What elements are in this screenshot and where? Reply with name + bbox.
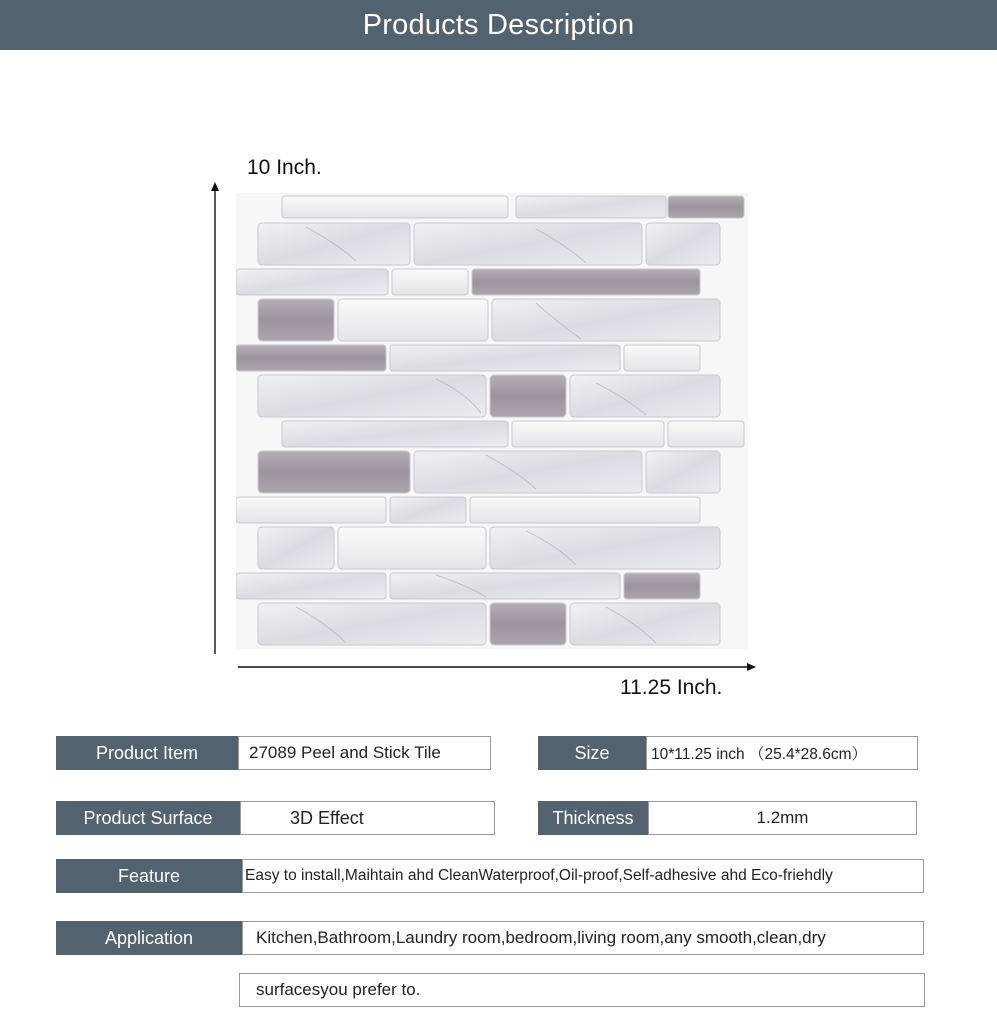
size-label: Size: [538, 736, 646, 770]
application-value-line1: Kitchen,Bathroom,Laundry room,bedroom,living room,any smooth,clean,dry: [242, 921, 924, 955]
product-surface-value: 3D Effect: [240, 801, 495, 835]
thickness-value: 1.2mm: [648, 801, 917, 835]
product-item-label: Product Item: [56, 736, 238, 770]
feature-value: Easy to install,Maihtain ahd CleanWaterproof,Oil-proof,Self-adhesive ahd Eco-friehdly: [242, 859, 924, 893]
feature-label: Feature: [56, 859, 242, 893]
page-title: Products Description: [362, 8, 635, 41]
product-surface-label: Product Surface: [56, 801, 240, 835]
width-dimension-label: 11.25 Inch.: [620, 676, 723, 699]
application-value-line2: surfacesyou prefer to.: [239, 973, 925, 1007]
tile-product-image: [236, 193, 748, 649]
application-label: Application: [56, 921, 242, 955]
thickness-label: Thickness: [538, 801, 648, 835]
page-header: [0, 0, 997, 50]
size-value: 10*11.25 inch （25.4*28.6cm）: [646, 736, 918, 770]
height-dimension-label: 10 Inch.: [247, 156, 322, 179]
product-item-value: 27089 Peel and Stick Tile: [238, 736, 491, 770]
